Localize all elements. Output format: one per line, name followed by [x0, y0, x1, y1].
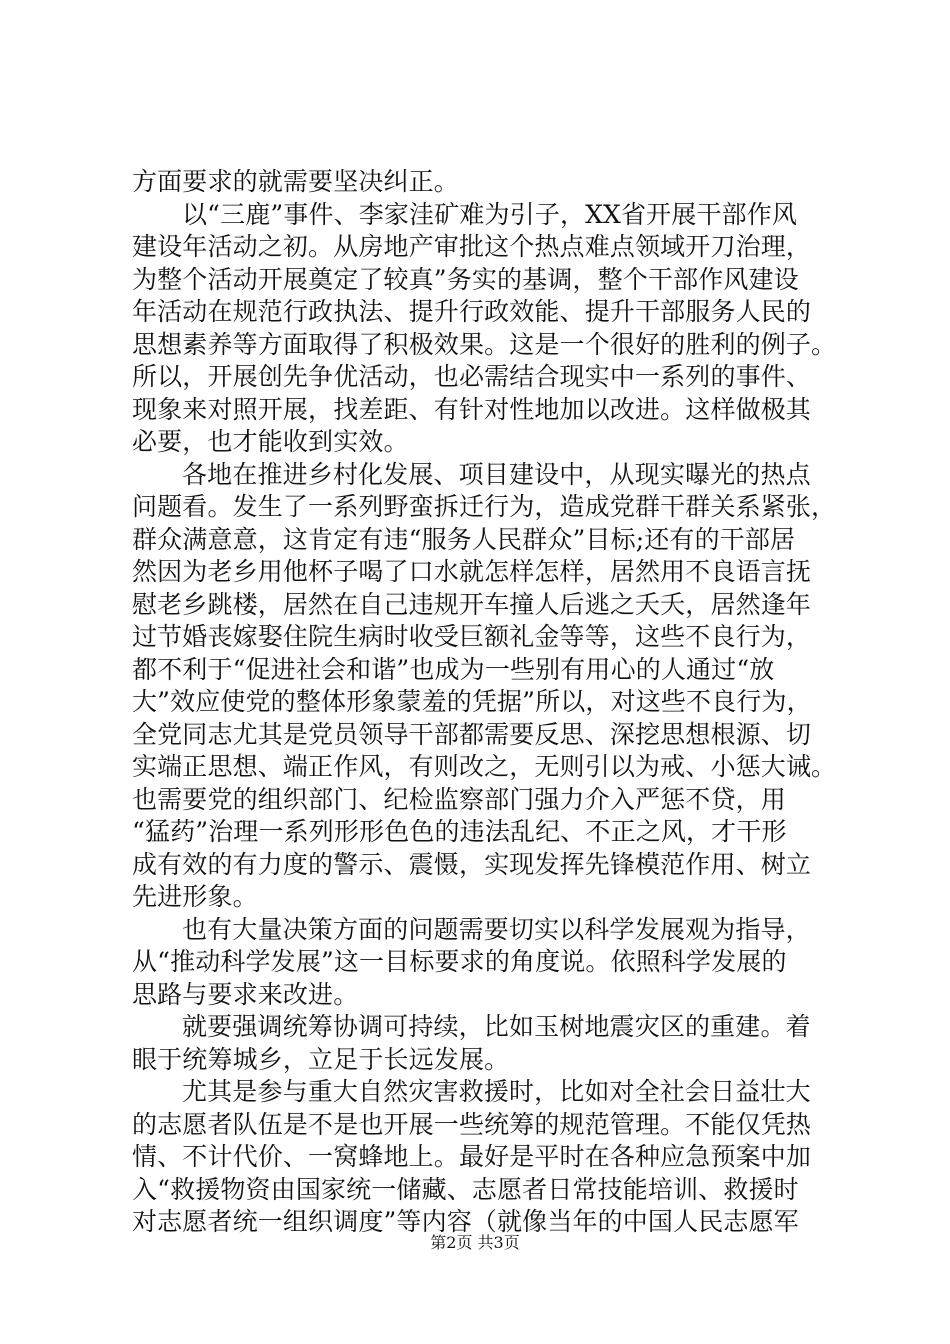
text-line: 所以，开展创先争优活动，也必需结合现实中一系列的事件、: [132, 362, 812, 391]
paragraph-first-line: 尤其是参与重大自然灾害救援时，比如对全社会日益壮大: [182, 1077, 811, 1106]
page-number-footer: 第2页 共3页: [430, 1233, 520, 1252]
text-line: 思路与要求来改进。: [132, 979, 359, 1009]
document-body: [132, 166, 842, 1239]
text-line: 都不利于“促进社会和谐”也成为一些别有用心的人通过“放: [132, 654, 775, 684]
text-line: 也需要党的组织部门、纪检监察部门强力介入严惩不贷，用: [132, 784, 786, 814]
text-line: 的志愿者队伍是不是也开展一些统筹的规范管理。不能仅凭热: [132, 1109, 812, 1139]
text-line: 对志愿者统一组织调度”等内容（就像当年的中国人民志愿军: [132, 1207, 799, 1236]
text-line: 问题看。发生了一系列野蛮拆迁行为，造成党群干群关系紧张，: [132, 492, 837, 521]
text-line: 现象来对照开展，找差距、有针对性地加以改进。这样做极其: [132, 394, 812, 424]
text-line: 必要，也才能收到实效。: [132, 427, 409, 456]
text-line: 大”效应使党的整体形象蒙羞的凭据”所以，对这些不良行为，: [132, 687, 812, 716]
text-line: 实端正思想、端正作风，有则改之，无则引以为戒、小惩大诫。: [132, 752, 837, 781]
text-line: 成有效的有力度的警示、震慑，实现发挥先锋模范作用、树立: [132, 849, 812, 879]
text-line: 先进形象。: [132, 882, 258, 911]
text-line: 建设年活动之初。从房地产审批这个热点难点领域开刀治理，: [132, 232, 812, 261]
text-line: 情、不计代价、一窝蜂地上。最好是平时在各种应急预案中加: [132, 1142, 812, 1171]
text-line: 然因为老乡用他杯子喝了口水就怎样怎样，居然用不良语言抚: [132, 557, 812, 586]
text-line: 眼于统筹城乡，立足于长远发展。: [132, 1044, 510, 1074]
paragraph-first-line: 也有大量决策方面的问题需要切实以科学发展观为指导，: [182, 914, 811, 944]
text-line: 年活动在规范行政执法、提升行政效能、提升干部服务人民的: [132, 297, 812, 326]
paragraph-first-line: 以“三鹿”事件、李家洼矿难为引子，XX省开展干部作风: [182, 199, 798, 229]
paragraph-first-line: 就要强调统筹协调可持续，比如玉树地震灾区的重建。着: [182, 1012, 811, 1041]
text-line: 入“救援物资由国家统一储藏、志愿者日常技能培训、救援时: [132, 1174, 799, 1204]
text-line: 过节婚丧嫁娶住院生病时收受巨额礼金等等，这些不良行为，: [132, 622, 812, 651]
text-line: 方面要求的就需要坚决纠正。: [132, 167, 459, 196]
text-line: 从“推动科学发展”这一目标要求的角度说。依照科学发展的: [132, 947, 787, 976]
text-line: 为整个活动开展奠定了较真”务实的基调，整个干部作风建设: [132, 264, 799, 294]
text-line: 思想素养等方面取得了积极效果。这是一个很好的胜利的例子。: [132, 329, 837, 359]
paragraph-first-line: 各地在推进乡村化发展、项目建设中，从现实曝光的热点: [182, 459, 811, 489]
text-line: 群众满意意，这肯定有违“服务人民群众”目标;还有的干部居: [132, 524, 796, 554]
text-line: 全党同志尤其是党员领导干部都需要反思、深挖思想根源、切: [132, 719, 812, 749]
text-line: “猛药”治理一系列形形色色的违法乱纪、不正之风，才干形: [132, 817, 787, 846]
text-line: 慰老乡跳楼，居然在自己违规开车撞人后逃之夭夭，居然逢年: [132, 589, 812, 619]
